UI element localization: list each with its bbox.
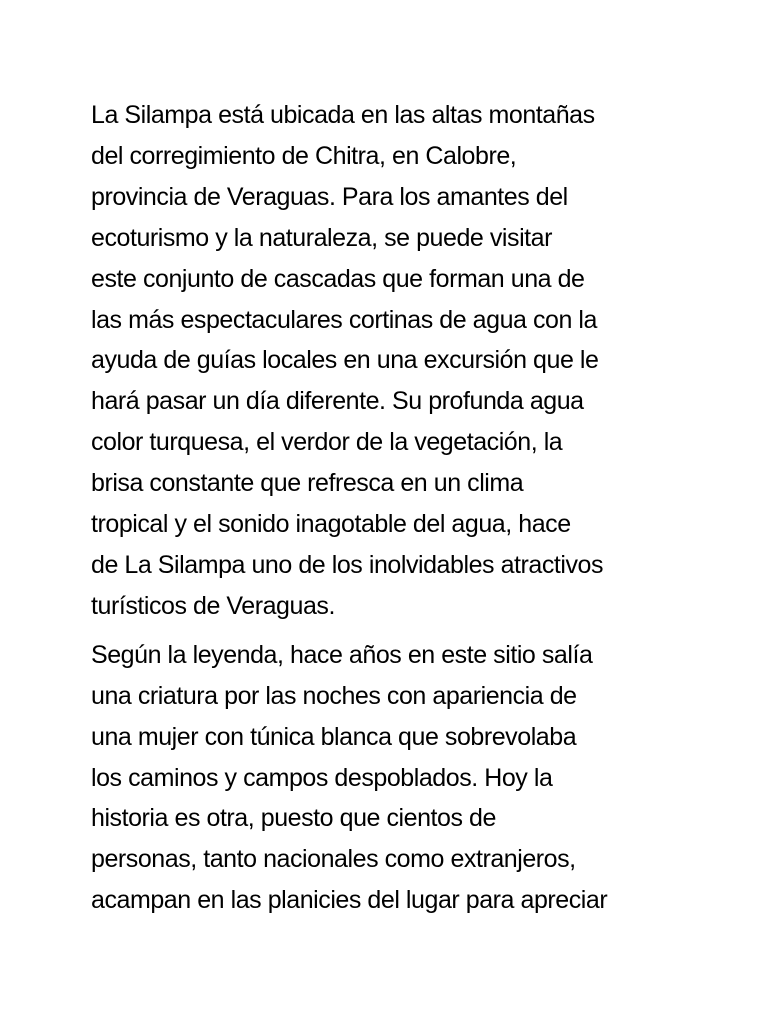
- text-line: provincia de Veraguas. Para los amantes del: [91, 182, 568, 211]
- text-line: Según la leyenda, hace años en este sitio salía: [91, 640, 593, 669]
- text-line: personas, tanto nacionales como extranjeros,: [91, 845, 576, 874]
- text-line: una mujer con túnica blanca que sobrevolaba: [91, 722, 577, 751]
- text-line: del corregimiento de Chitra, en Calobre,: [91, 141, 517, 170]
- text-line: turísticos de Veraguas.: [91, 591, 335, 620]
- paragraph-silampa-location: [91, 95, 691, 627]
- text-line: hará pasar un día diferente. Su profunda agua: [91, 387, 584, 416]
- text-line: las más espectaculares cortinas de agua con la: [91, 305, 597, 334]
- text-line: acampan en las planicies del lugar para apreciar: [91, 886, 608, 915]
- text-line: historia es otra, puesto que cientos de: [91, 804, 496, 833]
- text-line: La Silampa está ubicada en las altas montañas: [91, 101, 595, 129]
- paragraph-legend: [91, 635, 691, 921]
- text-line: brisa constante que refresca en un clima: [91, 469, 524, 498]
- document-page: [91, 95, 691, 921]
- text-line: ecoturismo y la naturaleza, se puede visitar: [91, 223, 552, 252]
- text-line: los caminos y campos despoblados. Hoy la: [91, 763, 553, 792]
- text-line: este conjunto de cascadas que forman una de: [91, 264, 585, 293]
- text-line: color turquesa, el verdor de la vegetación, la: [91, 428, 563, 457]
- text-line: ayuda de guías locales en una excursión que le: [91, 346, 599, 375]
- text-line: de La Silampa uno de los inolvidables atractivos: [91, 550, 604, 579]
- text-line: tropical y el sonido inagotable del agua, hace: [91, 510, 571, 539]
- text-line: una criatura por las noches con apariencia de: [91, 681, 577, 710]
